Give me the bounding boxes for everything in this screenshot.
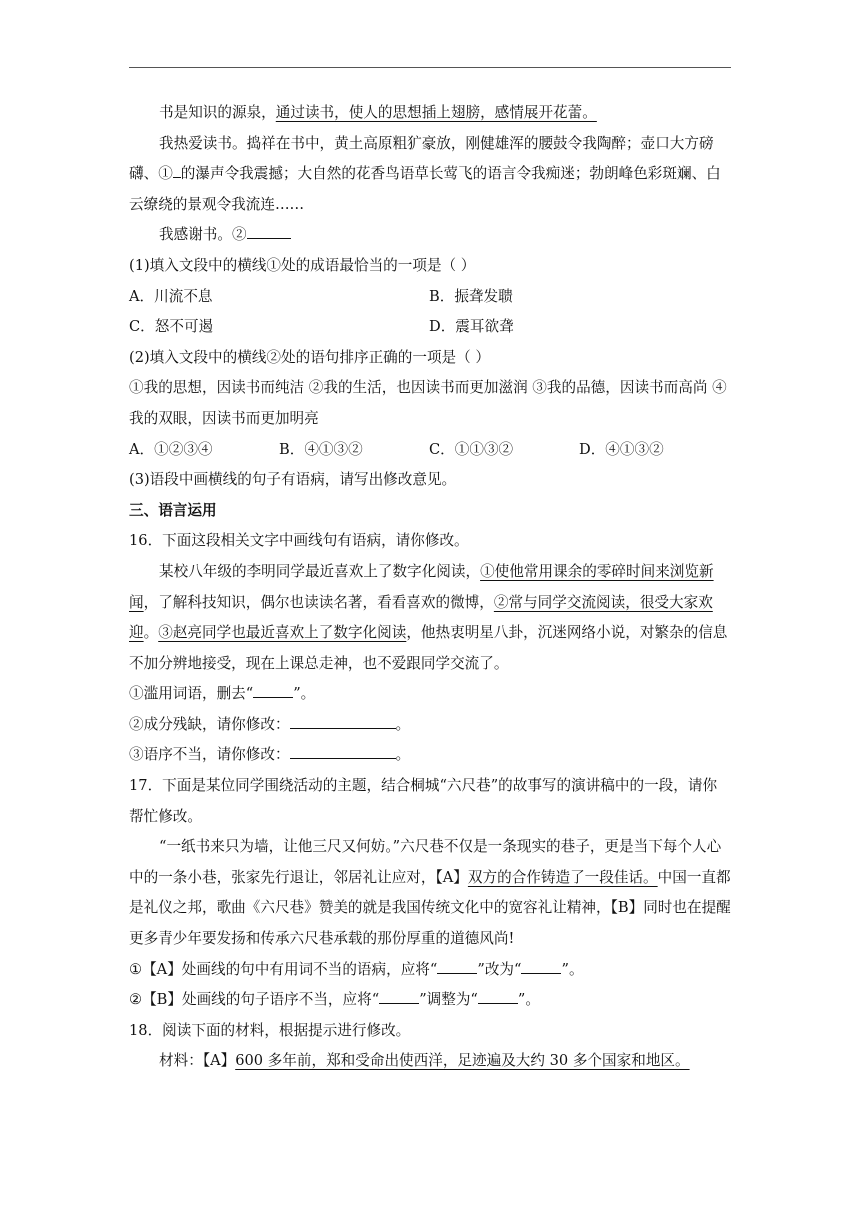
question-2-items: ①我的思想，因读书而纯洁 ②我的生活，也因读书而更加滋润 ③我的品德，因读书而高尚 ④我的双眼，因读书而更加明亮 <box>129 379 727 427</box>
question-2-options <box>129 435 731 466</box>
underlined-sentence-a: 600 多年前，郑和受命出使西洋，足迹遍及大约 30 多个国家和地区。 <box>235 1052 690 1070</box>
underlined-sentence-2: ②常与同学交流阅读，很受大家欢迎 <box>129 593 713 642</box>
question-16-stem: 16．下面这段相关文字中画线句有语病，请你修改。 <box>129 532 469 550</box>
question-16-sub-3: ③语序不当，请你修改： 。 <box>129 740 731 771</box>
question-3-stem: (3)语段中画横线的句子有语病，请写出修改意见。 <box>129 471 457 489</box>
option-d[interactable]: D．④①③② <box>579 440 664 458</box>
option-a[interactable]: A．川流不息 <box>129 287 213 305</box>
option-b[interactable]: B．振聋发聩 <box>429 287 513 305</box>
answer-blank[interactable] <box>379 987 419 1004</box>
option-b[interactable]: B．④①③② <box>279 440 363 458</box>
blank-2 <box>247 222 291 239</box>
passage-paragraph-2: 我热爱读书。捣祥在书中，黄土高原粗犷豪放，刚健雄浑的腰鼓令我陶醉；壶口大方磅礴、① 的瀑声令我震撼；大自然的花香鸟语草长莺飞的语言令我痴迷；勃朗峰色彩斑斓、白云缭绕的景观令我流连…… <box>129 134 721 213</box>
option-c[interactable]: C．①①③② <box>429 440 514 458</box>
question-17-sub-1: ①【A】处画线的句中有用词不当的语病，应将“ ”改为“ ”。 <box>129 955 731 986</box>
content <box>129 98 731 1077</box>
question-16-sub-2: ②成分残缺，请你修改： 。 <box>129 710 731 741</box>
option-a[interactable]: A．①②③④ <box>129 440 213 458</box>
section-title: 三、语言运用 <box>129 501 217 519</box>
question-16-passage: 某校八年级的李明同学最近喜欢上了数字化阅读，①使他常用课余的零碎时间来浏览新闻，了解科技知识，偶尔也读读名著，看看喜欢的微博，②常与同学交流阅读，很受大家欢迎。③赵亮同学也最近喜欢上了数字化阅读，他热衷明星八卦，沉迷网络小说，对繁杂的信息不加分辨地接受，现在上课总走神，也不爱跟同学交流了。 <box>129 562 728 672</box>
question-18-stem: 18．阅读下面的材料，根据提示进行修改。 <box>129 1021 411 1039</box>
question-18-material: 材料：【A】600 多年前，郑和受命出使西洋，足迹遍及大约 30 多个国家和地区。 <box>159 1052 690 1070</box>
question-1-stem: (1)填入文段中的横线①处的成语最恰当的一项是（ ） <box>129 256 476 274</box>
option-d[interactable]: D．震耳欲聋 <box>429 318 514 336</box>
answer-blank[interactable] <box>253 681 293 698</box>
question-1-options-row-1 <box>129 282 731 313</box>
answer-blank[interactable] <box>521 957 561 974</box>
underlined-sentence-a: 双方的合作铸造了一段佳话。 <box>467 868 658 886</box>
question-16-sub-1: ①滥用词语，删去“ ”。 <box>129 679 731 710</box>
answer-blank[interactable] <box>290 712 396 729</box>
underlined-sentence-3: ③赵亮同学也最近喜欢上了数字化阅读 <box>158 624 407 642</box>
question-1-options-row-2 <box>129 312 731 343</box>
question-17-passage: “一纸书来只为墙，让他三尺又何妨。”六尺巷不仅是一条现实的巷子，更是当下每个人心中的一条小巷，张家先行退让，邻居礼让应对，【A】双方的合作铸造了一段佳话。中国一直都是礼仪之邦，歌曲《六尺巷》赞美的就是我国传统文化中的宽容礼让精神，【B】同时也在提醒更多青少年要发扬和传承六尺巷承载的那份厚重的道德风尚! <box>129 838 731 948</box>
passage-paragraph-1: 书是知识的源泉，通过读书，使人的思想插上翅膀，感情展开花蕾。 <box>159 104 597 121</box>
answer-blank[interactable] <box>478 987 518 1004</box>
question-17-sub-2: ②【B】处画线的句子语序不当，应将“ ”调整为“ ”。 <box>129 985 731 1016</box>
answer-blank[interactable] <box>290 742 396 759</box>
blank-1 <box>173 161 181 178</box>
underlined-sentence-1: ①使他常用课余的零碎时间来浏览新闻 <box>129 562 714 611</box>
question-2-stem: (2)填入文段中的横线②处的语句排序正确的一项是（ ） <box>129 348 490 366</box>
header-rule <box>129 67 731 68</box>
option-c[interactable]: C．怒不可遏 <box>129 318 214 336</box>
passage-paragraph-3: 我感谢书。② <box>129 220 731 251</box>
underlined-sentence: 通过读书，使人的思想插上翅膀，感情展开花蕾。 <box>275 104 597 121</box>
answer-blank[interactable] <box>437 957 477 974</box>
question-17-stem: 17．下面是某位同学围绕活动的主题，结合桐城“六尺巷”的故事写的演讲稿中的一段，请你帮忙修改。 <box>129 777 718 825</box>
